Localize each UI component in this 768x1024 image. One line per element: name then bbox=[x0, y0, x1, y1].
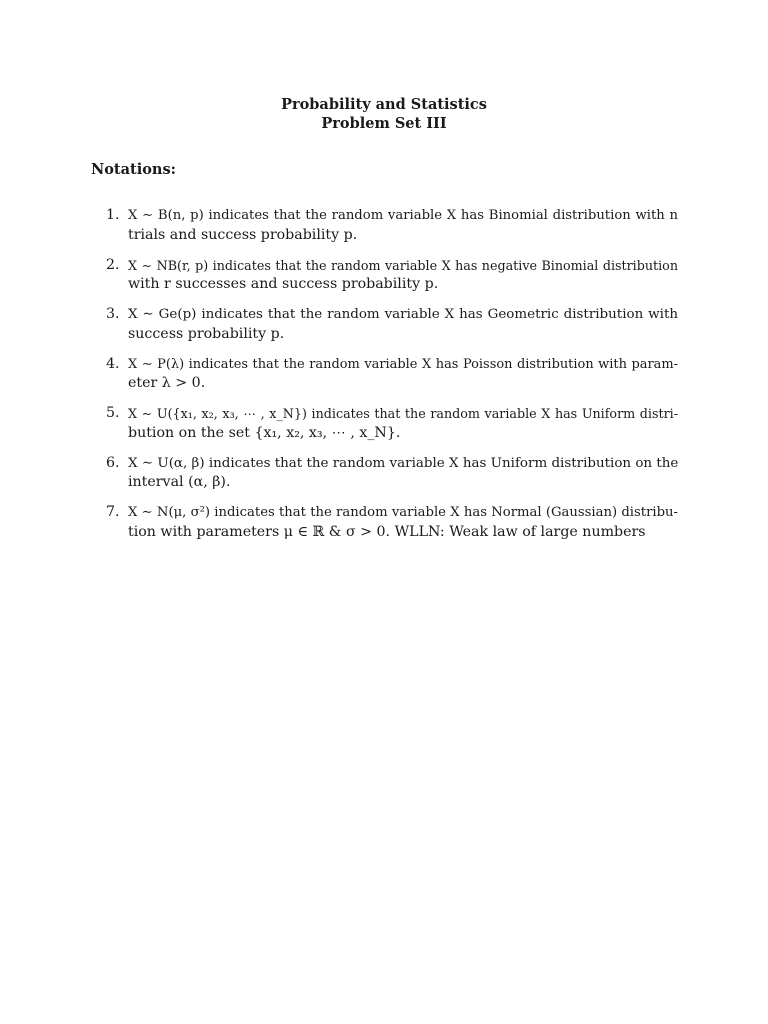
list-item-line: X ∼ P(λ) indicates that the random variable X has Poisson distribution with param- bbox=[128, 356, 678, 372]
list-item bbox=[91, 454, 678, 493]
list-item bbox=[91, 256, 678, 295]
notations-heading: Notations: bbox=[91, 161, 176, 178]
list-item bbox=[91, 355, 678, 394]
list-item-line: trials and success probability p. bbox=[128, 226, 358, 243]
list-item-number: 7. bbox=[106, 504, 120, 520]
title-line-course: Probability and Statistics bbox=[281, 96, 487, 113]
list-item-text bbox=[128, 355, 678, 394]
list-item-number: 5. bbox=[106, 405, 120, 421]
list-item bbox=[91, 404, 678, 443]
list-item-number: 6. bbox=[106, 454, 120, 471]
list-item-text bbox=[128, 454, 678, 493]
list-item-number: 1. bbox=[106, 207, 120, 223]
notations-list bbox=[91, 206, 678, 553]
list-item-number: 3. bbox=[106, 306, 120, 322]
list-item bbox=[91, 503, 678, 542]
list-item-text bbox=[128, 256, 678, 295]
list-item-text bbox=[128, 305, 678, 344]
list-item-text bbox=[128, 503, 678, 542]
list-item-text bbox=[128, 404, 678, 443]
list-item-line: X ∼ Ge(p) indicates that the random variable X has Geometric distribution with bbox=[128, 307, 678, 322]
title-line-problem-set: Problem Set III bbox=[321, 115, 447, 132]
list-item-line: bution on the set {x₁, x₂, x₃, ⋯ , x_N}. bbox=[128, 424, 401, 441]
list-item-line: X ∼ N(μ, σ²) indicates that the random variable X has Normal (Gaussian) distribu- bbox=[128, 505, 678, 520]
document-title bbox=[0, 95, 768, 133]
list-item bbox=[91, 305, 678, 344]
list-item-line: X ∼ B(n, p) indicates that the random variable X has Binomial distribution with n bbox=[128, 208, 678, 223]
list-item-line: success probability p. bbox=[128, 325, 285, 342]
list-item-line: with r successes and success probability p. bbox=[128, 276, 439, 292]
list-item-number: 4. bbox=[106, 355, 120, 372]
list-item-line: eter λ > 0. bbox=[128, 375, 206, 391]
list-item-line: X ∼ U({x₁, x₂, x₃, ⋯ , x_N}) indicates that the random variable X has Uniform distri- bbox=[128, 406, 678, 421]
list-item-number: 2. bbox=[106, 256, 120, 273]
list-item-line: X ∼ NB(r, p) indicates that the random variable X has negative Binomial distribution bbox=[128, 257, 678, 273]
list-item-line: interval (α, β). bbox=[128, 474, 231, 490]
list-item-line: X ∼ U(α, β) indicates that the random variable X has Uniform distribution on the bbox=[128, 455, 679, 471]
list-item-line: tion with parameters μ ∈ ℝ & σ > 0. WLLN: Weak law of large numbers bbox=[128, 523, 646, 540]
list-item-text bbox=[128, 206, 678, 245]
list-item bbox=[91, 206, 678, 245]
